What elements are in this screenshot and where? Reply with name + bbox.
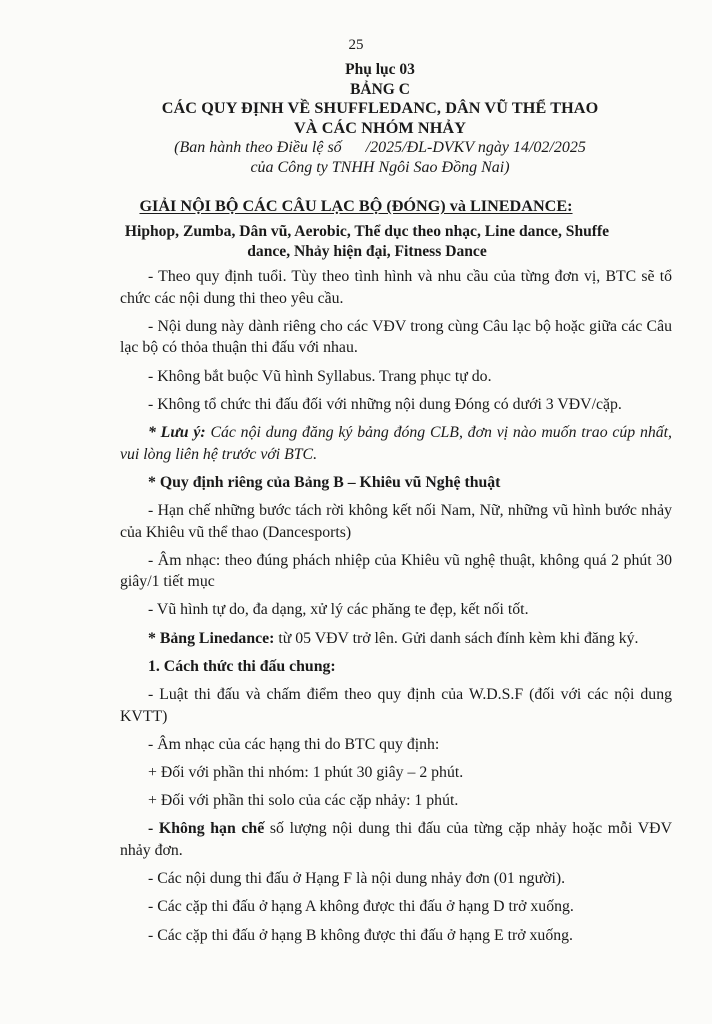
- linedance-text: từ 05 VĐV trở lên. Gửi danh sách đính kèm khi đăng ký.: [274, 629, 639, 647]
- title-line-1: CÁC QUY ĐỊNH VỀ SHUFFLEDANC, DÂN VŨ THỂ THAO: [161, 99, 599, 117]
- paragraph-step-limit: - Hạn chế những bước tách rời không kết nối Nam, Nữ, những vũ hình bước nhảy của Khiêu vũ thể thao (Dancesports): [120, 501, 672, 541]
- document-body: [120, 266, 672, 953]
- title-line-2: VÀ CÁC NHÓM NHẢY: [293, 118, 466, 137]
- no-limit-paragraph: [120, 818, 672, 861]
- paragraph-min-athletes: - Không tổ chức thi đấu đối với những nội dung Đóng có dưới 3 VĐV/cặp.: [148, 395, 622, 413]
- paragraph-class-b: - Các cặp thi đấu ở hạng B không được thi đấu ở hạng E trở xuống.: [148, 926, 573, 944]
- paragraph-group-duration: + Đối với phần thi nhóm: 1 phút 30 giây – 2 phút.: [148, 764, 464, 781]
- paragraph-music-b: - Âm nhạc: theo đúng phách nhiệp của Khiêu vũ nghệ thuật, không quá 2 phút 30 giây/1 tiết mục: [120, 551, 672, 591]
- paragraph-class-f: - Các nội dung thi đấu ở Hạng F là nội dung nhảy đơn (01 người).: [148, 870, 566, 888]
- note-paragraph: [120, 422, 672, 465]
- no-limit-label: - Không hạn chế: [148, 820, 265, 838]
- issued-line-2: của Công ty TNHH Ngôi Sao Đồng Nai): [250, 158, 510, 176]
- paragraph-music-rules: - Âm nhạc của các hạng thi do BTC quy định:: [148, 735, 440, 753]
- paragraph-solo-duration: + Đối với phần thi solo của các cặp nhảy: 1 phút.: [148, 792, 459, 810]
- no-limit-text: số lượng nội dung thi đấu của từng cặp nhảy hoặc mỗi VĐV nhảy đơn.: [120, 820, 672, 859]
- note-text: Các nội dung đăng ký bảng đóng CLB, đơn vị nào muốn trao cúp nhất, vui lòng liên hệ trước với BTC.: [120, 423, 673, 463]
- paragraph-wdsf: - Luật thi đấu và chấm điểm theo quy định của W.D.S.F (đối với các nội dung KVTT): [120, 686, 672, 725]
- table-label: BẢNG C: [350, 80, 410, 98]
- document-header: [60, 60, 700, 177]
- issued-line-1: (Ban hành theo Điều lệ số /2025/ĐL-DVKV ngày 14/02/2025: [174, 139, 586, 156]
- note-label: * Lưu ý:: [148, 423, 206, 441]
- page-number: 25: [348, 37, 364, 53]
- heading-general-rules: 1. Cách thức thi đấu chung:: [148, 657, 336, 675]
- paragraph-club-only: - Nội dung này dành riêng cho các VĐV trong cùng Câu lạc bộ hoặc giữa các Câu lạc bộ có thỏa thuận thi đấu với nhau.: [120, 317, 672, 357]
- paragraph-free-style: - Vũ hình tự do, đa dạng, xử lý các phăng te đẹp, kết nối tốt.: [148, 601, 529, 619]
- paragraph-syllabus: - Không bắt buộc Vũ hình Syllabus. Trang phục tự do.: [148, 367, 492, 385]
- paragraph-age-rule: - Theo quy định tuổi. Tùy theo tình hình và nhu cầu của từng đơn vị, BTC sẽ tổ chức các nội dung thi theo yêu cầu.: [120, 268, 672, 307]
- rule-b-title: * Quy định riêng của Bảng B – Khiêu vũ Nghệ thuật: [148, 473, 501, 491]
- paragraph-class-a: - Các cặp thi đấu ở hạng A không được thi đấu ở hạng D trở xuống.: [148, 898, 574, 916]
- dance-categories: Hiphop, Zumba, Dân vũ, Aerobic, Thể dục theo nhạc, Line dance, Shuffe dance, Nhảy hiện đại, Fitness Dance: [124, 223, 610, 260]
- linedance-paragraph: [120, 628, 672, 650]
- linedance-label: * Bảng Linedance:: [148, 629, 275, 647]
- appendix-label: Phụ lục 03: [345, 61, 415, 78]
- section-title: GIẢI NỘI BỘ CÁC CÂU LẠC BỘ (ĐÓNG) và LINEDANCE:: [139, 197, 573, 215]
